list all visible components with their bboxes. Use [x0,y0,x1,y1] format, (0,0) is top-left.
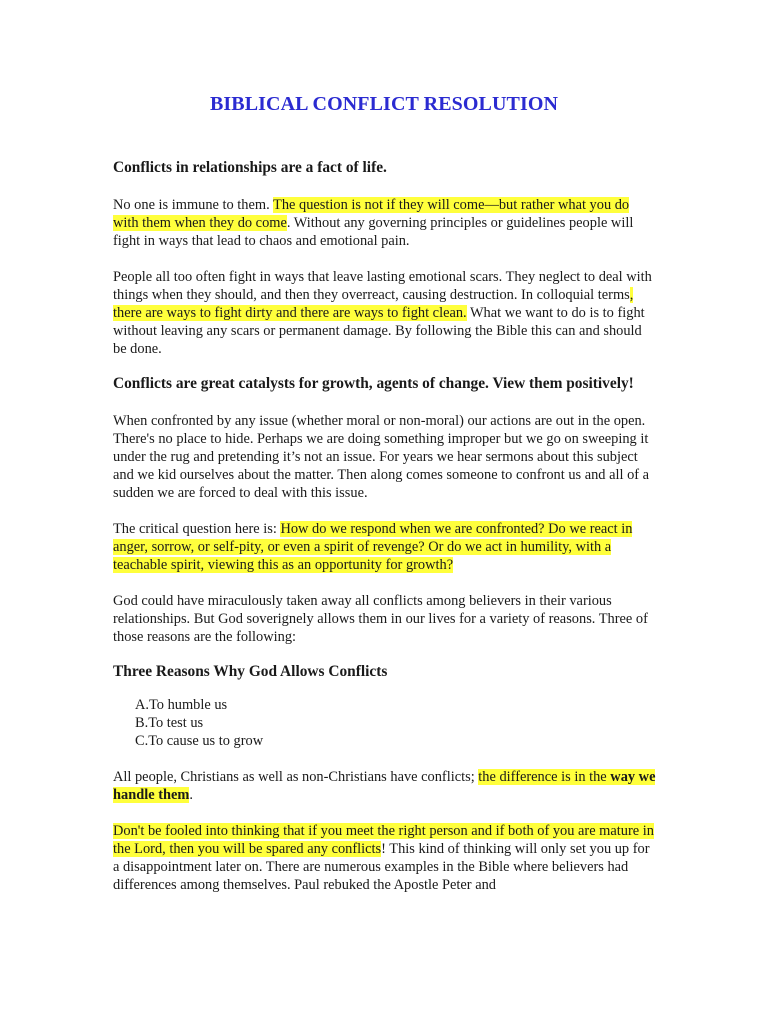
highlighted-bold-text: way we handle them [113,769,656,803]
paragraph-text: The critical question here is: [113,521,281,537]
highlighted-text: Don't be fooled into thinking that if you meet the right person and if both of you are mature in the Lord, then you will be spared any conflicts [113,823,654,857]
paragraph-all-people [113,768,658,804]
highlighted-text: the difference is in the [478,769,611,785]
document-title: BIBLICAL CONFLICT RESOLUTION [209,93,559,115]
document-body [113,158,658,894]
paragraph-god-allows: God could have miraculously taken away all conflicts among believers in their various relationships. But God soverignely allows them in our lives for a variety of reasons. Three of those reasons are the following: [113,593,648,645]
reason-item: A.To humble us [135,697,228,713]
section-heading-fact-of-life: Conflicts in relationships are a fact of life. [113,159,387,176]
paragraph-text: ! This kind of thinking will only set you up for a disappointment later on. There are numerous examples in the Bible where believers had differences among themselves. Paul rebuked the Apostle Peter and [113,841,650,893]
paragraph-emotional-scars [113,268,658,358]
section-heading-catalysts: Conflicts are great catalysts for growth, agents of change. View them positively! [113,375,634,392]
highlighted-text: , there are ways to fight dirty and there are ways to fight clean. [113,287,634,321]
paragraph-confronted: When confronted by any issue (whether moral or non-moral) our actions are out in the open. There's no place to hide. Perhaps we are doing something improper but we go on sweeping it under the rug and pretending it’s not an issue. For years we hear sermons about this subject and we kid ourselves about the matter. Then along comes someone to confront us and all of a sudden we are forced to deal with this issue. [113,413,650,501]
reason-item: B.To test us [135,715,204,731]
reason-item: C.To cause us to grow [135,733,264,749]
paragraph-text: No one is immune to them. [113,197,274,213]
paragraph-text: All people, Christians as well as non-Christians have conflicts; [113,769,479,785]
highlighted-text: The question is not if they will come—but rather what you do with them when they do come [113,197,630,231]
paragraph-critical-question [113,520,658,574]
highlighted-text: How do we respond when we are confronted? Do we react in anger, sorrow, or self-pity, or even a spirit of revenge? Or do we act in humility, with a teachable spirit, viewing this as an opportunity for growth? [113,521,633,573]
paragraph-text: . [189,787,193,803]
section-heading-three-reasons: Three Reasons Why God Allows Conflicts [113,663,388,680]
paragraph-text: What we want to do is to fight without leaving any scars or permanent damage. By following the Bible this can and should be done. [113,305,645,357]
paragraph-dont-be-fooled [113,822,658,894]
paragraph-text: People all too often fight in ways that leave lasting emotional scars. They neglect to deal with things when they should, and then they overreact, causing destruction. In colloquial terms [113,269,652,303]
reasons-list [113,696,658,750]
paragraph-text: . Without any governing principles or guidelines people will fight in ways that lead to chaos and emotional pain. [113,215,634,249]
paragraph-immune [113,196,658,250]
